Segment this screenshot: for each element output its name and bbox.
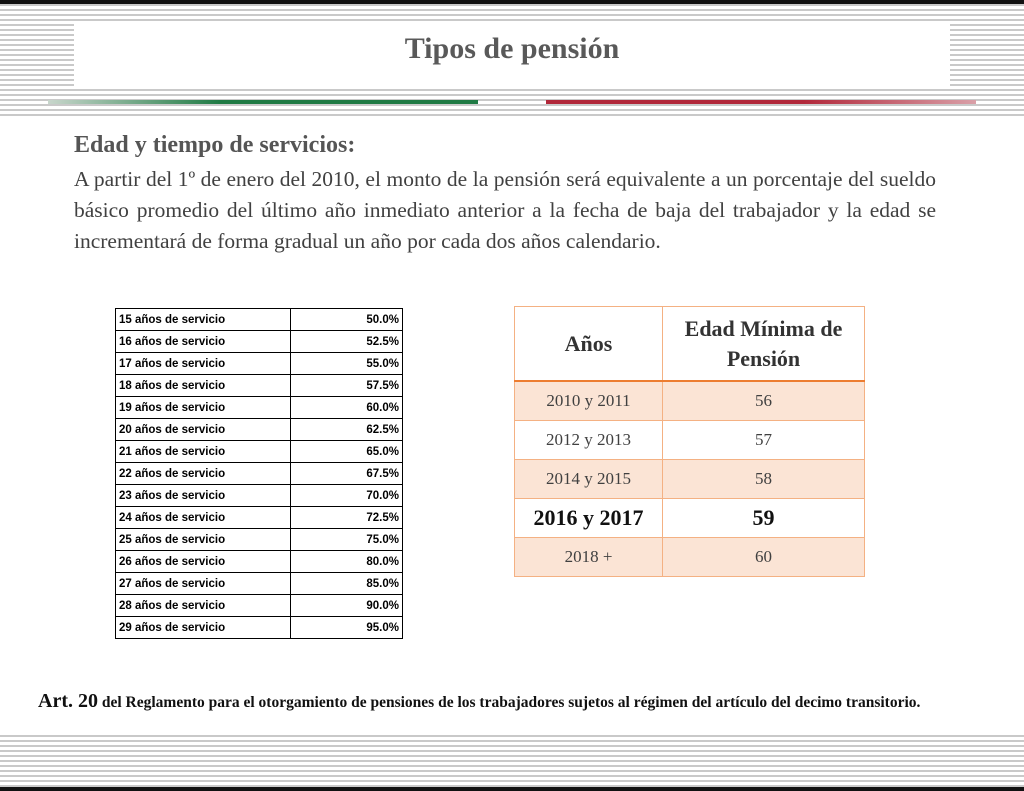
table-row: [515, 460, 865, 499]
service-years-cell: 28 años de servicio: [116, 595, 291, 617]
age-cell: 58: [663, 460, 865, 499]
years-cell: 2012 y 2013: [515, 421, 663, 460]
table-row: [116, 485, 403, 507]
minimum-age-table: [514, 306, 865, 577]
percentage-cell: 72.5%: [291, 507, 403, 529]
service-years-cell: 16 años de servicio: [116, 331, 291, 353]
percentage-cell: 57.5%: [291, 375, 403, 397]
age-cell: 59: [663, 499, 865, 538]
slide-title: Tipos de pensión: [404, 32, 620, 65]
percentage-cell: 65.0%: [291, 441, 403, 463]
service-years-cell: 19 años de servicio: [116, 397, 291, 419]
percentage-cell: 62.5%: [291, 419, 403, 441]
red-divider: [546, 100, 976, 104]
table-row: [116, 595, 403, 617]
description-paragraph: A partir del 1º de enero del 2010, el monto de la pensión será equivalente a un porcentaje del sueldo básico promedio del último año inmediato anterior a la fecha de baja del trabajador y la edad se incrementará de forma gradual un año por cada dos años calendario.: [74, 167, 936, 253]
age-cell: 60: [663, 538, 865, 577]
service-years-cell: 24 años de servicio: [116, 507, 291, 529]
percentage-cell: 55.0%: [291, 353, 403, 375]
percentage-cell: 80.0%: [291, 551, 403, 573]
service-years-cell: 29 años de servicio: [116, 617, 291, 639]
percentage-cell: 95.0%: [291, 617, 403, 639]
years-cell: 2014 y 2015: [515, 460, 663, 499]
footer-stripes: [0, 735, 1024, 787]
table-row: [116, 331, 403, 353]
green-divider: [48, 100, 478, 104]
percentage-cell: 52.5%: [291, 331, 403, 353]
service-years-cell: 17 años de servicio: [116, 353, 291, 375]
percentage-cell: 90.0%: [291, 595, 403, 617]
table-row: [116, 463, 403, 485]
table-row: [116, 375, 403, 397]
service-years-cell: 23 años de servicio: [116, 485, 291, 507]
percentage-cell: 67.5%: [291, 463, 403, 485]
service-years-cell: 26 años de servicio: [116, 551, 291, 573]
table-header-row: [515, 307, 865, 382]
service-years-cell: 15 años de servicio: [116, 309, 291, 331]
table-row: [116, 617, 403, 639]
table-row: [515, 538, 865, 577]
table-row: [515, 421, 865, 460]
table-row: [116, 507, 403, 529]
service-years-cell: 20 años de servicio: [116, 419, 291, 441]
percentage-cell: 60.0%: [291, 397, 403, 419]
years-cell: 2018 +: [515, 538, 663, 577]
table-row: [116, 529, 403, 551]
table-row: [116, 441, 403, 463]
table-row: [515, 381, 865, 421]
header-years: Años: [515, 307, 663, 382]
service-years-cell: 22 años de servicio: [116, 463, 291, 485]
service-years-cell: 21 años de servicio: [116, 441, 291, 463]
section-subtitle: Edad y tiempo de servicios:: [74, 132, 356, 158]
percentage-cell: 50.0%: [291, 309, 403, 331]
footnote-text: del Reglamento para el otorgamiento de pensiones de los trabajadores sujetos al régimen del artículo del decimo transitorio.: [97, 694, 921, 711]
table-row-highlighted: [515, 499, 865, 538]
header-minimum-age: Edad Mínima de Pensión: [663, 307, 865, 382]
table-row: [116, 551, 403, 573]
table-row: [116, 573, 403, 595]
years-cell: 2010 y 2011: [515, 381, 663, 421]
years-cell: 2016 y 2017: [515, 499, 663, 538]
footnote: [38, 690, 938, 714]
service-years-cell: 25 años de servicio: [116, 529, 291, 551]
table-row: [116, 353, 403, 375]
table-row: [116, 309, 403, 331]
percentage-cell: 75.0%: [291, 529, 403, 551]
service-percentage-table: [115, 308, 403, 639]
percentage-cell: 70.0%: [291, 485, 403, 507]
article-number: Art. 20: [38, 690, 98, 712]
bottom-edge: [0, 787, 1024, 791]
age-cell: 56: [663, 381, 865, 421]
percentage-cell: 85.0%: [291, 573, 403, 595]
age-cell: 57: [663, 421, 865, 460]
table-row: [116, 419, 403, 441]
service-years-cell: 27 años de servicio: [116, 573, 291, 595]
service-years-cell: 18 años de servicio: [116, 375, 291, 397]
table-row: [116, 397, 403, 419]
